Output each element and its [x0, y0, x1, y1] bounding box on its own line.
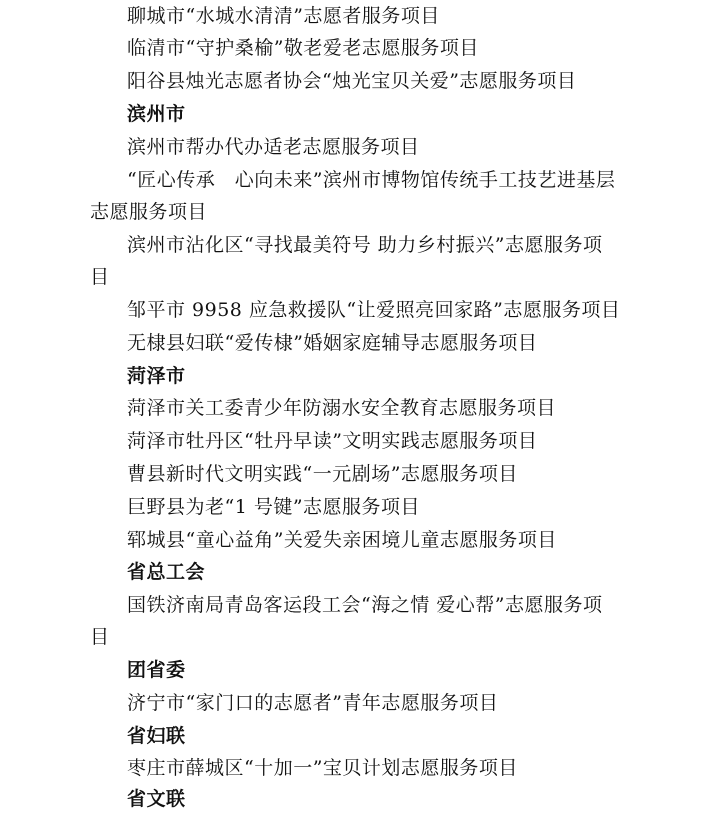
item-line: 滨州市沾化区“寻找最美符号 助力乡村振兴”志愿服务项	[127, 234, 603, 256]
item-line: 菏泽市关工委青少年防溺水安全教育志愿服务项目	[127, 397, 557, 419]
item-line: “匠心传承 心向未来”滨州市博物馆传统手工技艺进基层	[127, 169, 616, 191]
item-line: 济宁市“家门口的志愿者”青年志愿服务项目	[127, 692, 499, 714]
section-heading: 省总工会	[127, 561, 206, 583]
item-line: 国铁济南局青岛客运段工会“海之情 爱心帮”志愿服务项	[127, 594, 603, 616]
item-line: 郓城县“童心益角”关爱失亲困境儿童志愿服务项目	[127, 529, 557, 551]
item-continuation: 目	[90, 266, 110, 288]
section-heading: 菏泽市	[127, 365, 186, 387]
item-line: 巨野县为老“1 号键”志愿服务项目	[127, 496, 421, 518]
item-line: 滨州市帮办代办适老志愿服务项目	[127, 136, 420, 158]
item-line: 曹县新时代文明实践“一元剧场”志愿服务项目	[127, 463, 518, 485]
section-heading: 省妇联	[127, 725, 186, 747]
item-line: 聊城市“水城水清清”志愿者服务项目	[127, 5, 440, 27]
item-continuation: 目	[90, 626, 110, 648]
section-heading: 省文联	[127, 788, 186, 810]
item-continuation: 志愿服务项目	[90, 201, 208, 223]
item-line: 阳谷县烛光志愿者协会“烛光宝贝关爱”志愿服务项目	[127, 70, 577, 92]
item-line: 无棣县妇联“爱传棣”婚姻家庭辅导志愿服务项目	[127, 332, 538, 354]
item-line: 临清市“守护桑榆”敬老爱老志愿服务项目	[127, 37, 479, 59]
section-heading: 滨州市	[127, 103, 186, 125]
item-line: 菏泽市牡丹区“牡丹早读”文明实践志愿服务项目	[127, 430, 538, 452]
item-line: 邹平市 9958 应急救援队“让爱照亮回家路”志愿服务项目	[127, 299, 621, 321]
item-line: 枣庄市薛城区“十加一”宝贝计划志愿服务项目	[127, 757, 518, 779]
section-heading: 团省委	[127, 659, 186, 681]
